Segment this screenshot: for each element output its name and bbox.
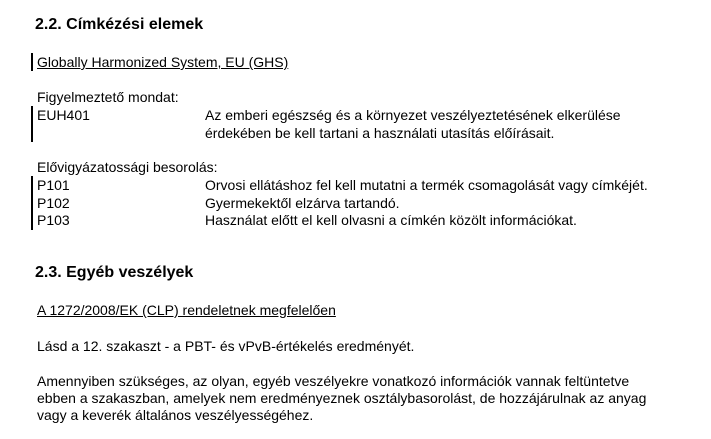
precaution-code: P101 xyxy=(37,177,70,193)
other-hazards-paragraph-line3: vagy a keverék általános veszélyességéhez. xyxy=(37,407,314,423)
precaution-text: Használat előtt el kell olvasni a címkén közölt információkat. xyxy=(205,212,577,228)
warning-statement-label: Figyelmeztető mondat: xyxy=(37,89,179,105)
other-hazards-paragraph-line1: Amennyiben szükséges, az olyan, egyéb veszélyekre vonatkozó információk vannak feltüntetve xyxy=(37,373,630,389)
precaution-label: Elővigyázatossági besorolás: xyxy=(37,159,218,175)
precaution-code: P102 xyxy=(37,195,70,211)
section-heading-2-2: 2.2. Címkézési elemek xyxy=(35,16,204,33)
change-bar xyxy=(31,106,33,142)
change-bar xyxy=(31,176,33,230)
pbt-reference-paragraph: Lásd a 12. szakaszt - a PBT- és vPvB-értékelés eredményét. xyxy=(37,338,415,354)
precaution-text: Orvosi ellátáshoz fel kell mutatni a termék csomagolását vagy címkéjét. xyxy=(205,177,648,193)
other-hazards-paragraph-line2: ebben a szakaszban, amelyek nem eredményeznek osztálybasorolást, de hozzájárulnak az anyag xyxy=(37,390,647,406)
warning-text-line2: érdekében be kell tartani a használati utasítás előírásait. xyxy=(205,125,555,141)
precaution-text: Gyermekektől elzárva tartandó. xyxy=(205,195,400,211)
section-heading-2-3: 2.3. Egyéb veszélyek xyxy=(35,264,194,281)
precaution-code: P103 xyxy=(37,212,70,228)
clp-regulation-label: A 1272/2008/EK (CLP) rendeletnek megfelelően xyxy=(37,302,336,318)
warning-text-line1: Az emberi egészség és a környezet veszélyeztetésének elkerülése xyxy=(205,107,621,123)
change-bar xyxy=(31,53,33,71)
warning-code: EUH401 xyxy=(37,107,90,123)
ghs-system-label: Globally Harmonized System, EU (GHS) xyxy=(37,54,289,70)
